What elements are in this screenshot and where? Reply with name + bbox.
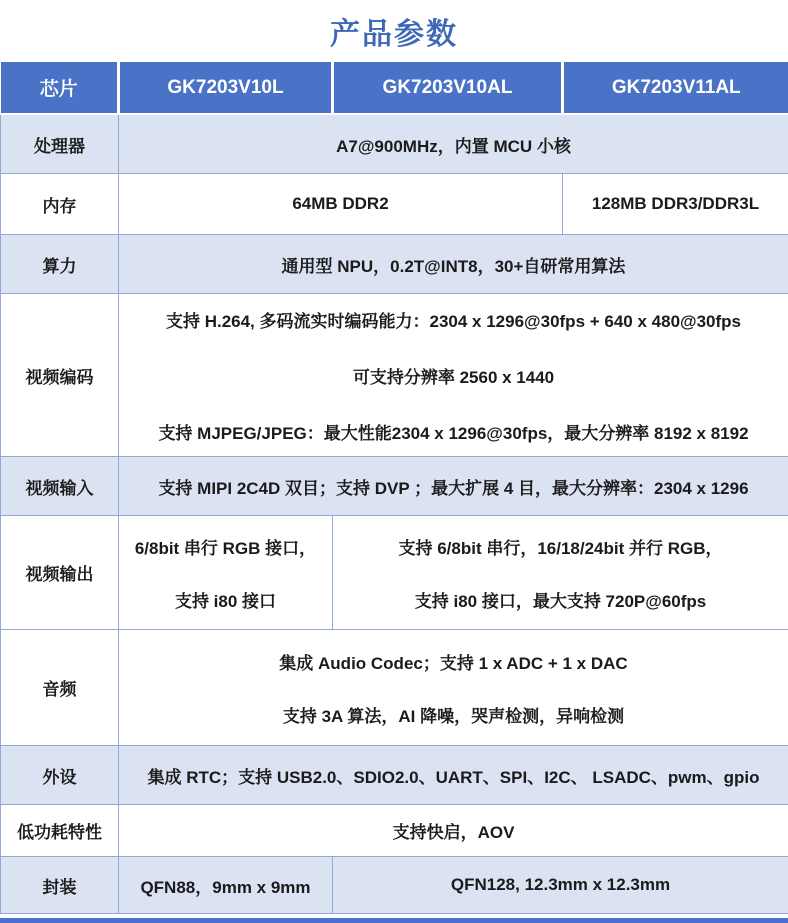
peripherals-value: 集成 RTC；支持 USB2.0、SDIO2.0、UART、SPI、I2C、 LSADC、pwm、gpio: [119, 746, 788, 805]
row-label-memory: 内存: [1, 174, 119, 235]
row-label-npu: 算力: [1, 235, 119, 294]
video-encode-line3: 支持 MJPEG/JPEG：最大性能2304 x 1296@30fps，最大分辨率 8192 x 8192: [158, 419, 748, 444]
video-encode-line2: 可支持分辨率 2560 x 1440: [353, 363, 554, 388]
row-video-encode: [1, 294, 788, 457]
spec-table: [0, 62, 788, 914]
chip-header-label: 芯片: [1, 62, 119, 114]
row-video-input: [1, 457, 788, 516]
chip-header-row: [1, 62, 788, 114]
package-value-qfn128: QFN128, 12.3mm x 12.3mm: [333, 857, 788, 914]
low-power-value: 支持快启，AOV: [119, 805, 788, 857]
row-label-video-encode: 视频编码: [1, 294, 119, 457]
row-audio: [1, 630, 788, 746]
row-label-video-output: 视频输出: [1, 516, 119, 630]
video-output-al-value: [333, 516, 788, 630]
video-output-v10l-line1: 6/8bit 串行 RGB 接口，: [135, 534, 316, 559]
page-title: 产品参数: [0, 0, 788, 62]
row-label-processor: 处理器: [1, 114, 119, 174]
bottom-accent-bar: [0, 918, 788, 923]
video-encode-line1: 支持 H.264, 多码流实时编码能力：2304 x 1296@30fps + 640 x 480@30fps: [166, 307, 741, 332]
video-output-al-line2: 支持 i80 接口，最大支持 720P@60fps: [415, 587, 707, 612]
video-output-v10l-line2: 支持 i80 接口: [175, 587, 276, 612]
video-output-v10l-value: [119, 516, 333, 630]
row-label-package: 封装: [1, 857, 119, 914]
audio-value: [119, 630, 788, 746]
row-label-low-power: 低功耗特性: [1, 805, 119, 857]
audio-line2: 支持 3A 算法，AI 降噪，哭声检测，异响检测: [283, 702, 624, 727]
chip-name-gk7203v10l: GK7203V10L: [119, 62, 333, 114]
row-peripherals: [1, 746, 788, 805]
memory-value-ddr2: 64MB DDR2: [119, 174, 563, 235]
video-input-value: 支持 MIPI 2C4D 双目；支持 DVP ；最大扩展 4 目，最大分辨率：2304 x 1296: [119, 457, 788, 516]
audio-line1: 集成 Audio Codec；支持 1 x ADC + 1 x DAC: [279, 649, 627, 674]
package-value-qfn88: QFN88，9mm x 9mm: [119, 857, 333, 914]
row-video-output: [1, 516, 788, 630]
row-npu: [1, 235, 788, 294]
chip-name-gk7203v10al: GK7203V10AL: [333, 62, 563, 114]
row-label-peripherals: 外设: [1, 746, 119, 805]
row-low-power: [1, 805, 788, 857]
processor-value: A7@900MHz，内置 MCU 小核: [119, 114, 788, 174]
row-package: [1, 857, 788, 914]
video-encode-value: [119, 294, 788, 457]
row-processor: [1, 114, 788, 174]
row-memory: [1, 174, 788, 235]
row-label-video-input: 视频输入: [1, 457, 119, 516]
chip-name-gk7203v11al: GK7203V11AL: [563, 62, 788, 114]
npu-value: 通用型 NPU，0.2T@INT8，30+自研常用算法: [119, 235, 788, 294]
memory-value-ddr3: 128MB DDR3/DDR3L: [563, 174, 788, 235]
video-output-al-line1: 支持 6/8bit 串行，16/18/24bit 并行 RGB，: [398, 534, 722, 559]
row-label-audio: 音频: [1, 630, 119, 746]
